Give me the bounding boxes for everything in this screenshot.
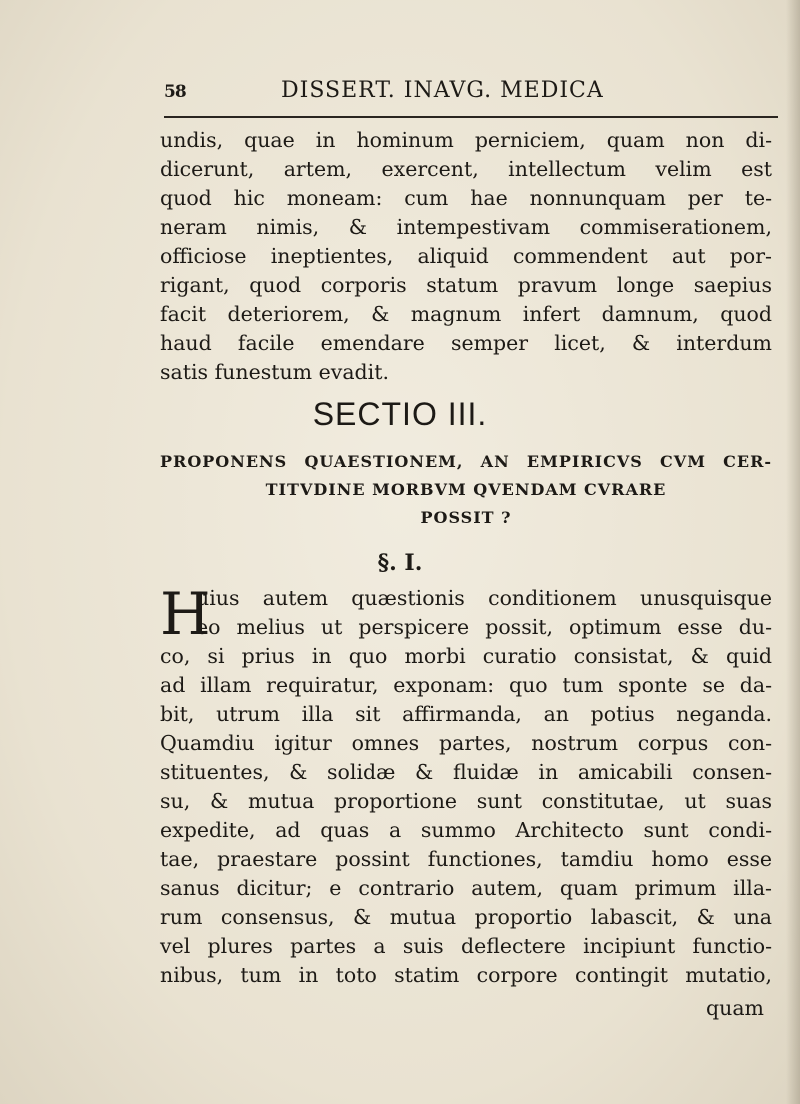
text-line: su, & mutua proportione sunt constitutae, ut suas (160, 789, 772, 813)
page-number: 58 (164, 82, 186, 102)
text-line: quod hic moneam: cum hae nonnunquam per te- (160, 186, 772, 210)
text-line: uius autem quæstionis conditionem unusquisque (196, 586, 772, 610)
text-line: neram nimis, & intempestivam commiserationem, (160, 215, 772, 239)
paragraph-mark: §. I. (377, 550, 423, 576)
subtitle-line: PROPONENS QUAESTIONEM, AN EMPIRICVS CVM CER- (160, 452, 772, 471)
text-line: nibus, tum in toto statim corpore contingit mutatio, (160, 963, 772, 987)
text-line: vel plures partes a suis deflectere incipiunt functio- (160, 934, 772, 958)
text-line: co, si prius in quo morbi curatio consistat, & quid (160, 644, 772, 668)
page-header (164, 78, 778, 108)
text-line: rum consensus, & mutua proportio labascit, & una (160, 905, 772, 929)
body-paragraph (160, 580, 772, 990)
drop-cap: H (160, 580, 211, 648)
text-line: Quamdiu igitur omnes partes, nostrum corpus con- (160, 731, 772, 755)
text-line: officiose ineptientes, aliquid commendent aut por- (160, 244, 772, 268)
running-head: DISSERT. INAVG. MEDICA (281, 78, 604, 103)
text-line: rigant, quod corporis statum pravum longe saepius (160, 273, 772, 297)
text-line: ad illam requiratur, exponam: quo tum sponte se da- (160, 673, 772, 697)
text-line: expedite, ad quas a summo Architecto sunt condi- (160, 818, 772, 842)
section-title: SECTIO III. (312, 396, 488, 432)
subtitle-line: TITVDINE MORBVM QVENDAM CVRARE (265, 480, 667, 499)
header-rule (164, 116, 778, 118)
catchword: quam (706, 996, 764, 1020)
text-line: haud facile emendare semper licet, & interdum (160, 331, 772, 355)
text-line: bit, utrum illa sit affirmanda, an potius neganda. (160, 702, 772, 726)
subtitle-line: POSSIT ? (420, 508, 512, 527)
text-line: sanus dicitur; e contrario autem, quam primum illa- (160, 876, 772, 900)
text-line: satis funestum evadit. (160, 360, 389, 384)
text-line: eo melius ut perspicere possit, optimum esse du- (196, 615, 772, 639)
section-subtitle (160, 448, 772, 532)
intro-paragraph (160, 126, 772, 387)
text-line: facit deteriorem, & magnum infert damnum, quod (160, 302, 772, 326)
text-line: stituentes, & solidæ & fluidæ in amicabili consen- (160, 760, 772, 784)
text-line: dicerunt, artem, exercent, intellectum velim est (160, 157, 772, 181)
text-line: undis, quae in hominum perniciem, quam non di- (160, 128, 772, 152)
text-line: tae, praestare possint functiones, tamdiu homo esse (160, 847, 772, 871)
